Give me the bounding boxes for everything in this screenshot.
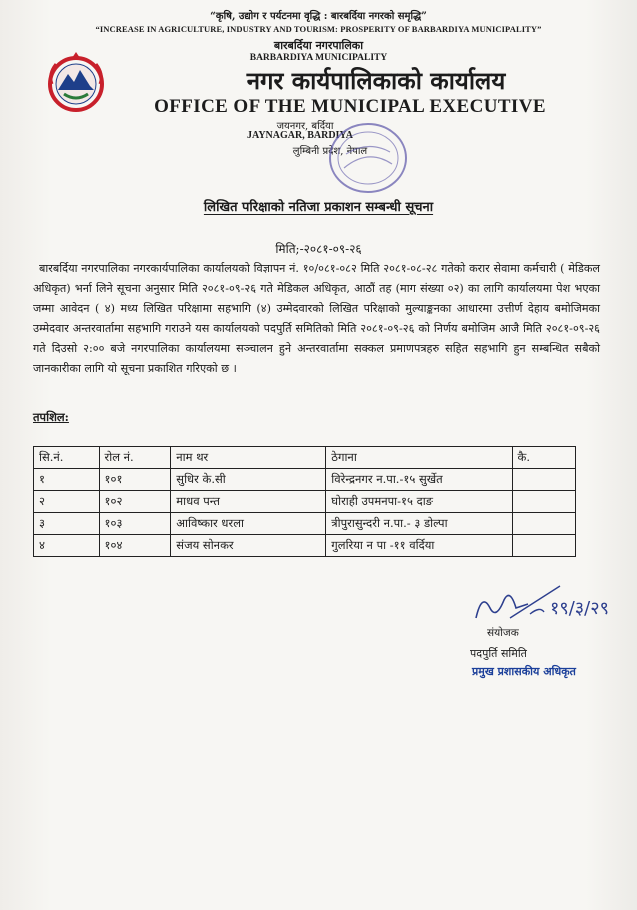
column-header-roll: रोल नं. xyxy=(99,447,171,469)
cell-address: त्रीपुरासुन्दरी न.पा.- ३ डोल्पा xyxy=(326,513,512,535)
cell-roll: १०१ xyxy=(99,469,171,491)
notice-title: लिखित परिक्षाको नतिजा प्रकाशन सम्बन्धी सूचना xyxy=(203,200,434,215)
signatory-role: संयोजक xyxy=(487,627,519,639)
table-header-row xyxy=(34,447,576,469)
address-english: JAYNAGAR, BARDIYA xyxy=(247,130,353,141)
notice-date: मिति;-२०८१-०९-२६ xyxy=(275,242,362,256)
table-row xyxy=(34,469,576,491)
office-name-nepali: नगर कार्यपालिकाको कार्यालय xyxy=(246,66,506,95)
cell-remarks xyxy=(512,535,576,557)
column-header-address: ठेगाना xyxy=(326,447,512,469)
address-nepali: जयनगर, बर्दिया xyxy=(276,121,334,132)
signatory-officer-stamp: प्रमुख प्रशासकीय अधिकृत xyxy=(472,665,576,678)
motto-english: “INCREASE IN AGRICULTURE, INDUSTRY AND TOURISM: PROSPERITY OF BARBARDIYA MUNICIPALITY” xyxy=(95,24,542,34)
signatory-committee: पदपुर्ति समिति xyxy=(470,647,527,660)
column-header-serial: सि.नं. xyxy=(34,447,100,469)
cell-address: घोराही उपमनपा-१५ दाङ xyxy=(326,491,512,513)
municipality-name-english: BARBARDIYA MUNICIPALITY xyxy=(249,53,388,63)
notice-body: बारबर्दिया नगरपालिका नगरकार्यपालिका कार्यालयको विज्ञापन नं. १०/०८१-०८२ मिति २०८१-०८-२८ गतेको करार सेवामा कर्मचारी ( मेडिकल अधिकृत) भर्ना लिने सूचना अनुसार मिति २०८१-०९-२६ गते मेडिकल अधिकृत, आठौं तह (माग संख्या ०२) का लागि कार्यालयमा पेश भएका जम्मा आवेदन ( ४) मध्य लिखित परिक्षामा सहभागि (४) उम्मेदवारको लिखित परिक्षाको मुल्याङ्कनका आधारमा उत्तीर्ण देहाय बमोजिमका उम्मेदवार अन्तरवार्तामा सहभागि गराउने यस कार्यालयको पदपुर्ति समितिको मिति २०८१-०९-२६ को निर्णय बमोजिम आजै मिति २०८१-०९-२६ गते दिउसो २:०० बजे नगरपालिका कार्यालयमा सञ्चालन हुने अन्तरवार्तामा सक्कल प्रमाणपत्रहरु सहित सहभागि हुन सम्बन्धित सबैको जानकारीका लागि यो सूचना प्रकाशित गरिएको छ । xyxy=(33,262,600,375)
cell-address: विरेन्द्रनगर न.पा.-१५ सुर्खेत xyxy=(326,469,512,491)
cell-serial: २ xyxy=(34,491,100,513)
cell-name: संजय सोनकर xyxy=(171,535,326,557)
handwritten-signature xyxy=(470,578,620,626)
office-name-english: OFFICE OF THE MUNICIPAL EXECUTIVE xyxy=(154,96,546,117)
table-row xyxy=(34,513,576,535)
column-header-name: नाम थर xyxy=(171,447,326,469)
cell-roll: १०४ xyxy=(99,535,171,557)
motto-nepali: “कृषि, उद्योग र पर्यटनमा वृद्धि : बारबर्दिया नगरको समृद्धि” xyxy=(210,11,427,22)
office-stamp-icon xyxy=(324,118,412,198)
cell-name: माधव पन्त xyxy=(171,491,326,513)
table-row xyxy=(34,535,576,557)
signature-date: १९/३/२९ xyxy=(550,598,609,619)
cell-roll: १०३ xyxy=(99,513,171,535)
column-header-remarks: कै. xyxy=(512,447,576,469)
cell-name: आविष्कार धरला xyxy=(171,513,326,535)
cell-roll: १०२ xyxy=(99,491,171,513)
municipality-name-nepali: बारबर्दिया नगरपालिका xyxy=(273,39,364,52)
cell-serial: ४ xyxy=(34,535,100,557)
province-address: लुम्बिनी प्रदेश, नेपाल xyxy=(292,146,368,157)
cell-serial: ३ xyxy=(34,513,100,535)
results-table xyxy=(33,446,576,557)
cell-remarks xyxy=(512,513,576,535)
government-emblem-icon xyxy=(44,50,108,114)
table-row xyxy=(34,491,576,513)
details-label: तपशिल: xyxy=(33,410,69,424)
cell-address: गुलरिया न पा -११ वर्दिया xyxy=(326,535,512,557)
cell-remarks xyxy=(512,491,576,513)
cell-remarks xyxy=(512,469,576,491)
cell-serial: १ xyxy=(34,469,100,491)
cell-name: सुधिर के.सी xyxy=(171,469,326,491)
